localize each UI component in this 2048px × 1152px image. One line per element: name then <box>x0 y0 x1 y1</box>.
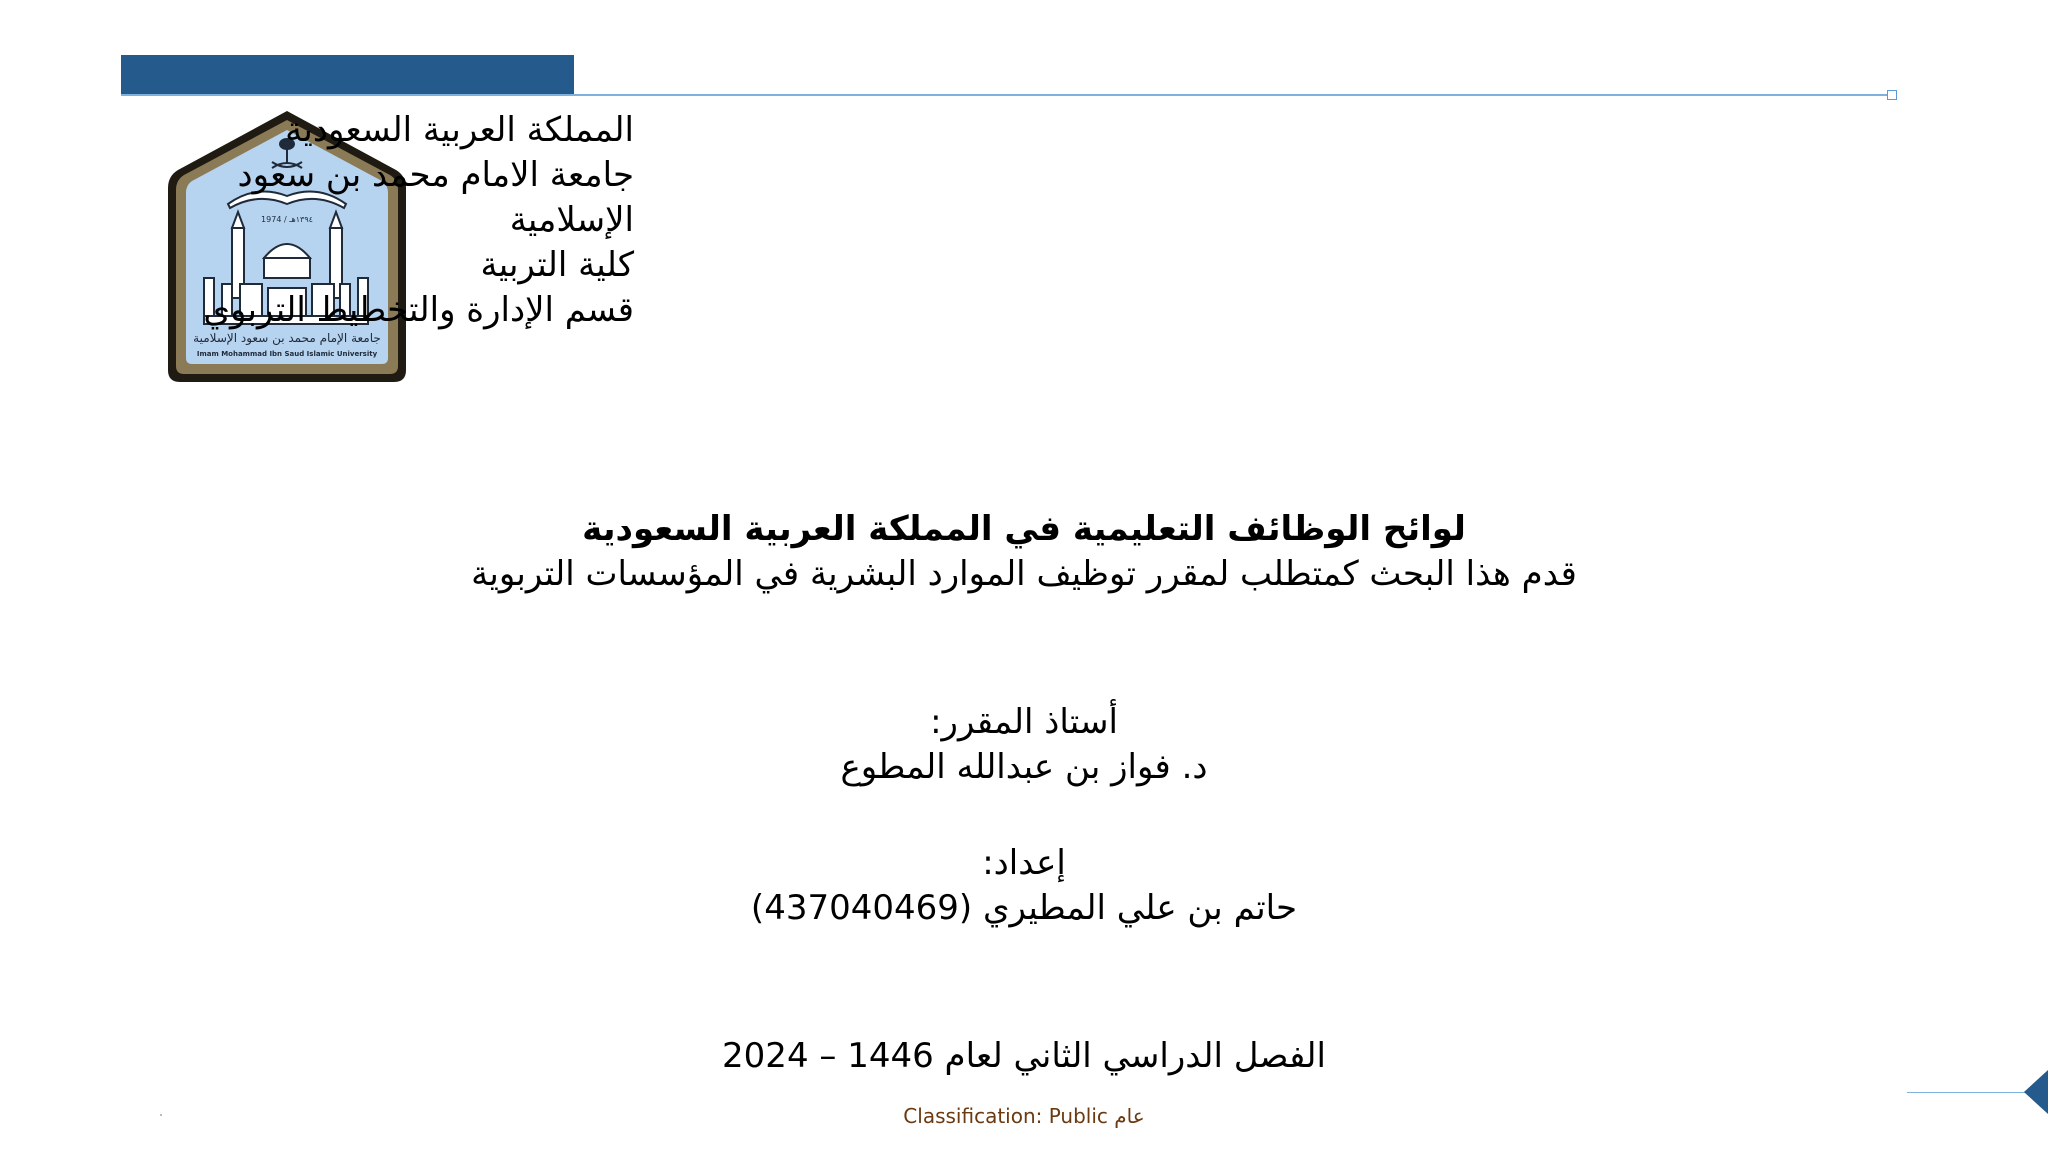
author-label: إعداد: <box>982 843 1066 883</box>
header-line-university-cont: الإسلامية <box>509 200 634 240</box>
svg-text:جامعة الإمام محمد بن سعود الإس: جامعة الإمام محمد بن سعود الإسلامية <box>193 331 381 345</box>
academic-term: الفصل الدراسي الثاني لعام 1446 – 2024 <box>722 1036 1326 1076</box>
instructor-name: د. فواز بن عبدالله المطوع <box>840 747 1208 787</box>
header-line-department: قسم الإدارة والتخطيط التربوي <box>203 290 634 330</box>
term-block <box>0 1034 2048 1079</box>
classification-label: Classification: Public عام <box>903 1104 1145 1128</box>
research-subtitle: قدم هذا البحث كمتطلب لمقرر توظيف الموارد البشرية في المؤسسات التربوية <box>471 554 1577 594</box>
instructor-label: أستاذ المقرر: <box>930 702 1118 742</box>
research-title: لوائح الوظائف التعليمية في المملكة العربية السعودية <box>582 509 1466 549</box>
top-divider-line <box>121 94 1893 96</box>
header-line-university: جامعة الامام محمد بن سعود <box>237 155 634 195</box>
line-end-marker <box>1887 90 1897 100</box>
header-line-country: المملكة العربية السعودية <box>285 110 634 150</box>
author-name: حاتم بن علي المطيري (437040469) <box>750 888 1298 928</box>
author-block <box>0 841 2048 931</box>
top-accent-bar <box>121 55 574 95</box>
svg-text:1974 / ١٣٩٤هـ: 1974 / ١٣٩٤هـ <box>261 215 313 224</box>
title-block <box>0 507 2048 597</box>
svg-text:Imam Mohammad Ibn Saud Islamic: Imam Mohammad Ibn Saud Islamic University <box>196 350 378 358</box>
instructor-block <box>0 700 2048 790</box>
header-line-college: كلية التربية <box>480 245 634 285</box>
